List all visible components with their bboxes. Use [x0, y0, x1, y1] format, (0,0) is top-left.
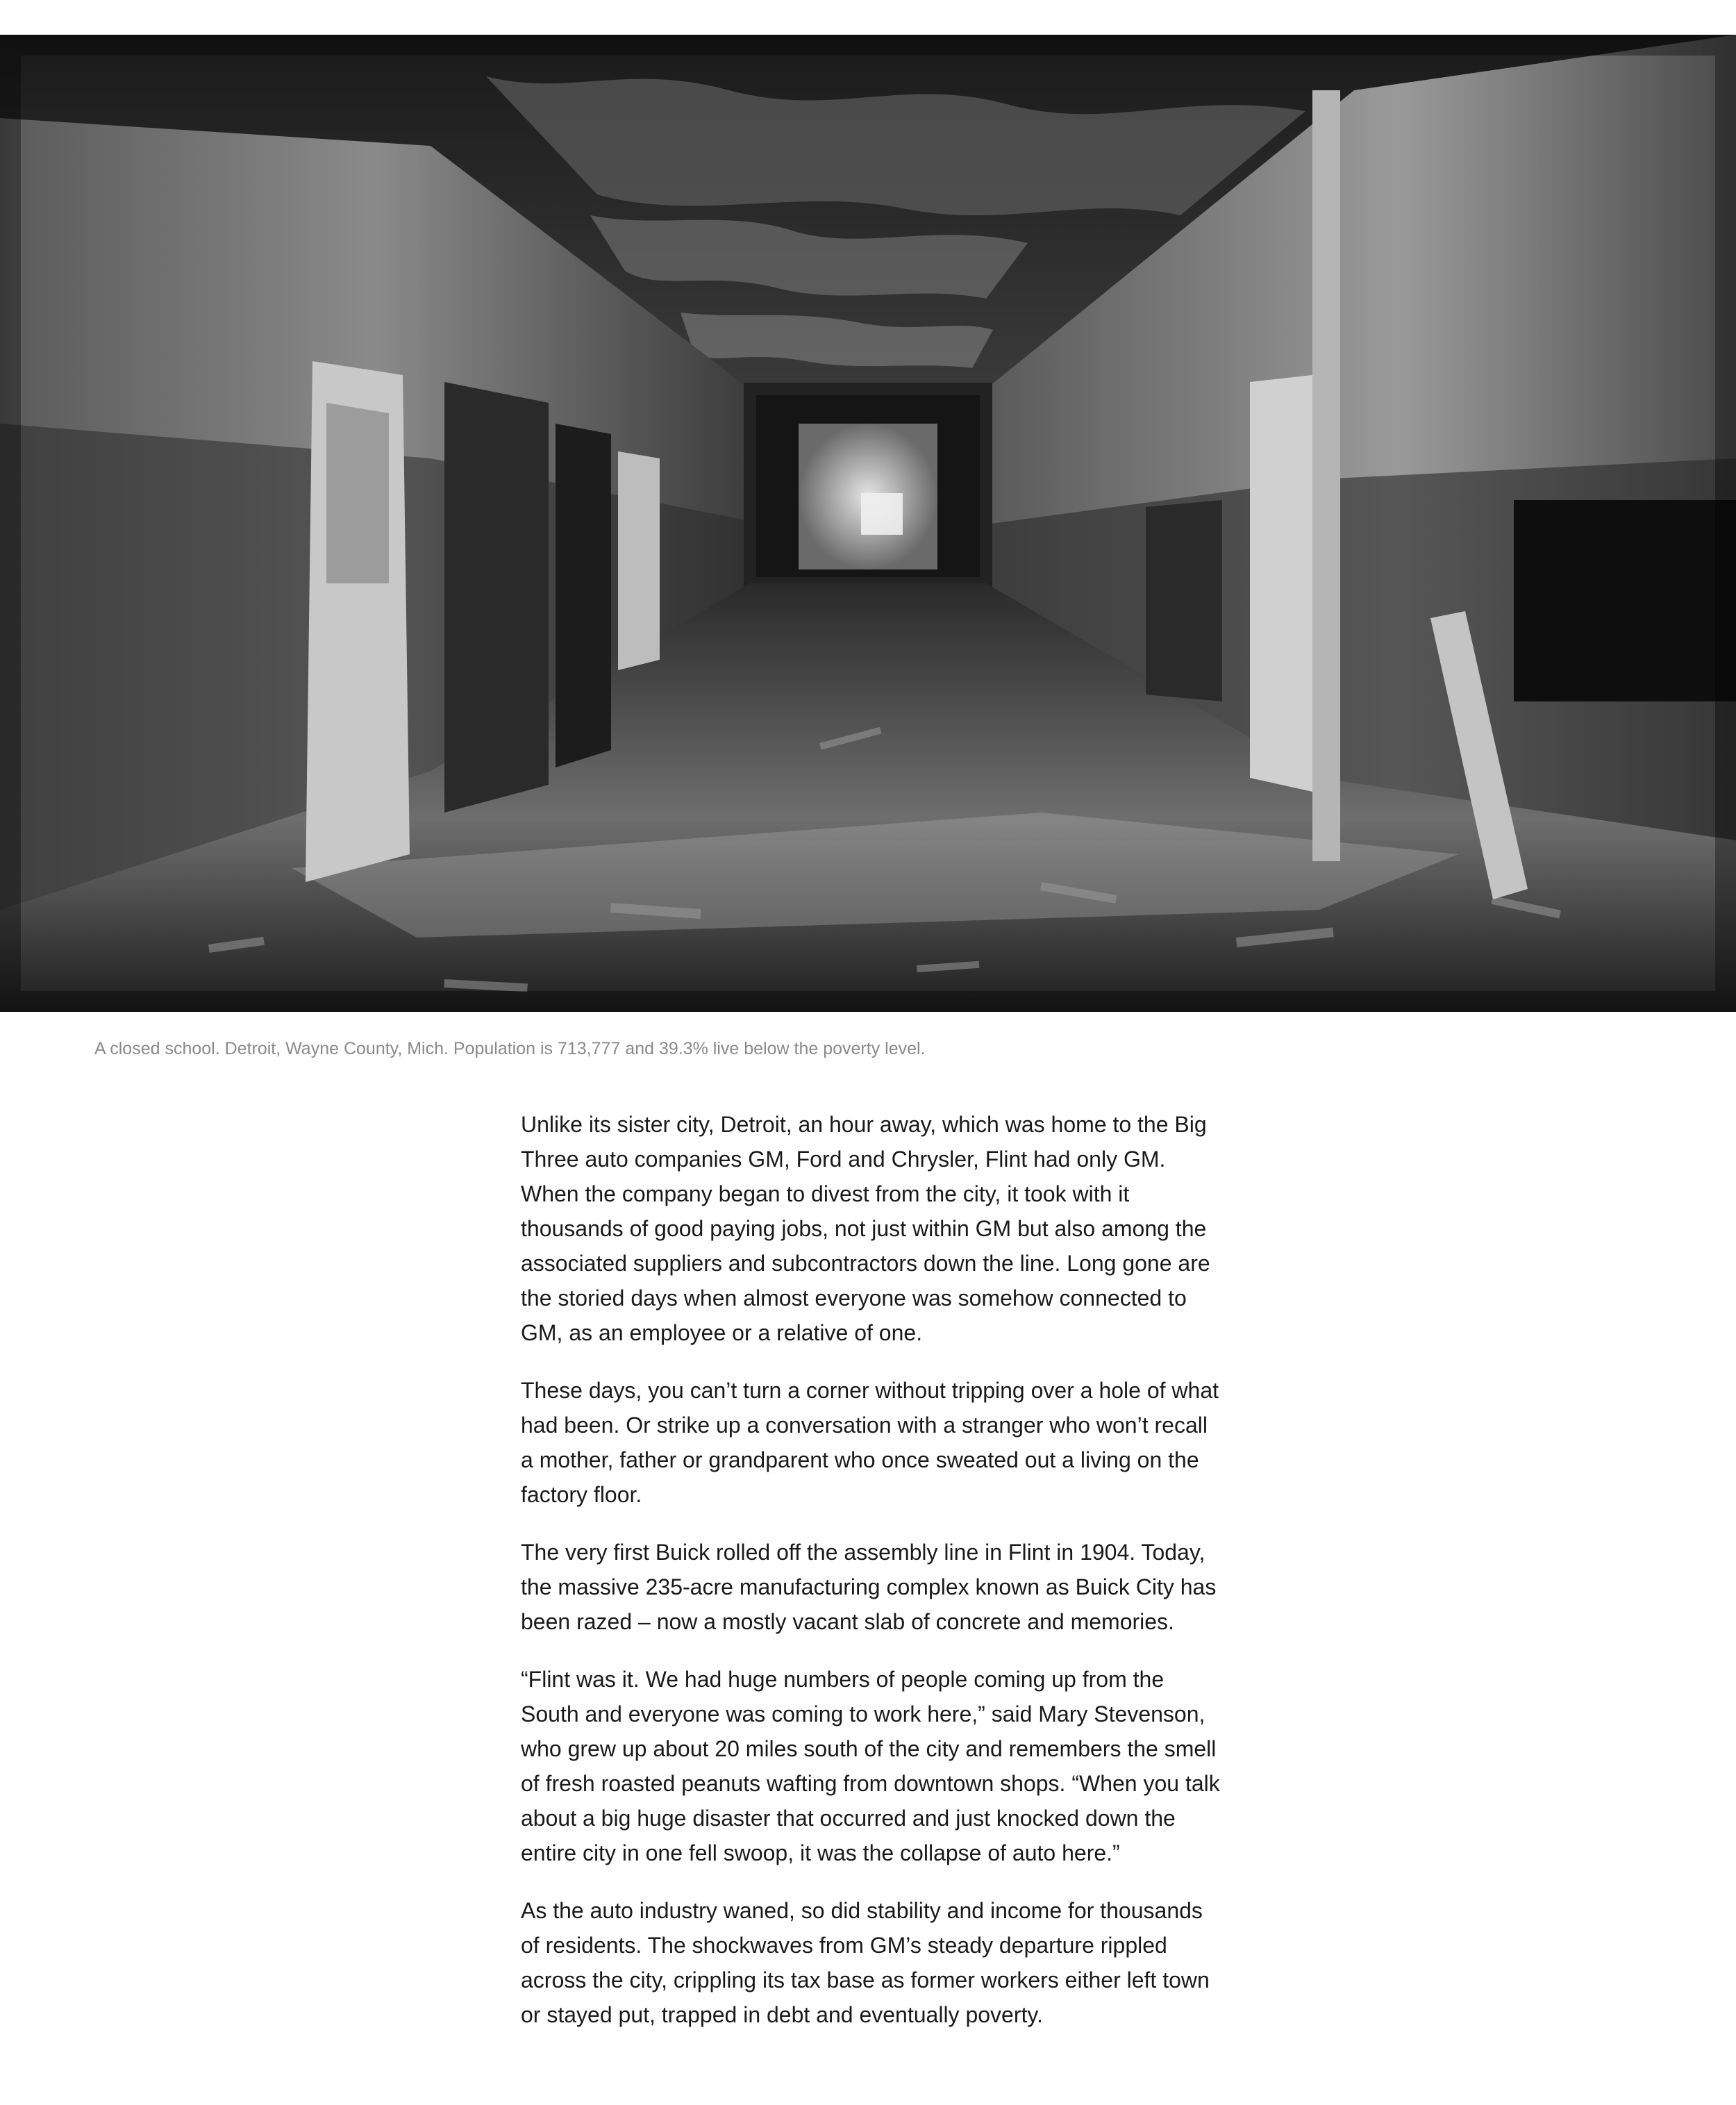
- hallway-photo: [0, 35, 1736, 1012]
- article-paragraph: The very first Buick rolled off the assembly line in Flint in 1904. Today, the massive 235-acre manufacturing complex known as Buick City has been razed – now a mostly vacant slab of concrete and memories.: [521, 1540, 1217, 1634]
- hallway-photo-illustration: [0, 35, 1736, 1012]
- article-paragraph: Unlike its sister city, Detroit, an hour away, which was home to the Big Three auto companies GM, Ford and Chrysler, Flint had only GM. When the company began to divest from the city, it took with it thousands of good paying jobs, not just within GM but also among the associated suppliers and subcontractors down the line. Long gone are the storied days when almost everyone was somehow connected to GM, as an employee or a relative of one.: [521, 1112, 1210, 1345]
- article-paragraph: These days, you can’t turn a corner without tripping over a hole of what had been. Or strike up a conversation with a stranger who won’t recall a mother, father or grandparent who once sweated out a living on the factory floor.: [521, 1378, 1219, 1507]
- article-paragraph: “Flint was it. We had huge numbers of people coming up from the South and everyone was coming to work here,” said Mary Stevenson, who grew up about 20 miles south of the city and remembers the smell of fresh roasted peanuts wafting from downtown shops. “When you talk about a big huge disaster that occurred and just knocked down the entire city in one fell swoop, it was the collapse of auto here.”: [521, 1667, 1220, 1865]
- article-paragraph: As the auto industry waned, so did stability and income for thousands of residents. The shockwaves from GM’s steady departure rippled across the city, crippling its tax base as former workers either left town or stayed put, trapped in debt and eventually poverty.: [521, 1898, 1210, 2027]
- photo-caption: A closed school. Detroit, Wayne County, Mich. Population is 713,777 and 39.3% live below the poverty level.: [94, 1039, 926, 1058]
- article-body: [521, 1107, 1222, 2055]
